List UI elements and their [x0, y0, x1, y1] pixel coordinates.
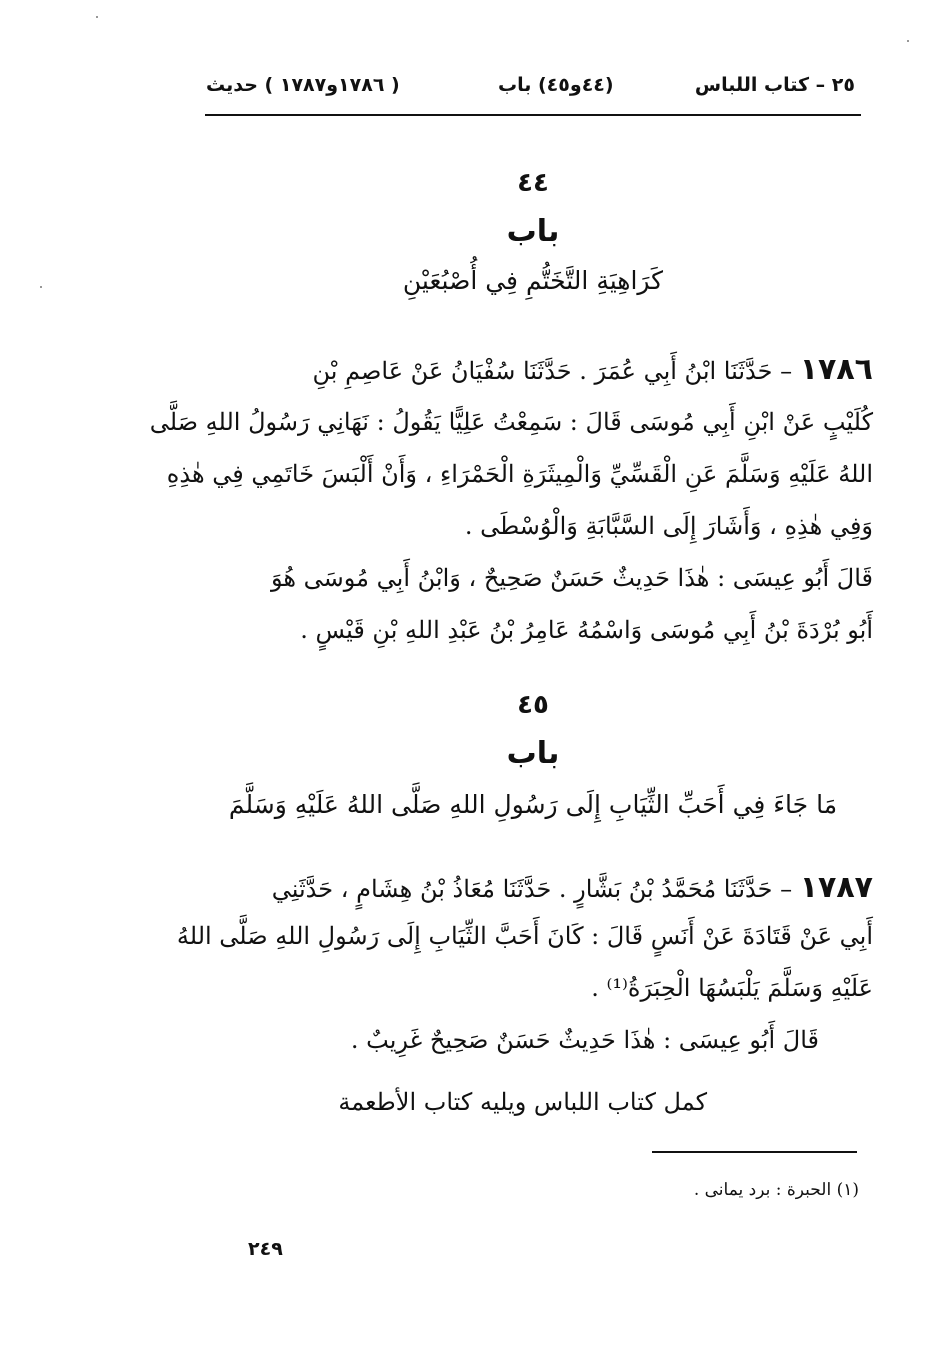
hadith-line: أَبِي عَنْ قَتَادَةَ عَنْ أَنَسٍ قَالَ : كَانَ أَحَبَّ الثِّيَابِ إِلَى رَسُولِ اللهِ صَلَّى اللهُ	[176, 922, 873, 950]
scan-speck	[96, 16, 98, 18]
hadith-number: ١٧٨٧	[799, 870, 873, 905]
book-closing-note: كمل كتاب اللباس ويليه كتاب الأطعمة	[338, 1088, 707, 1116]
header-book-title: ٢٥ – كتاب اللباس	[694, 74, 855, 96]
scan-speck	[40, 286, 42, 288]
chapter-title: كَرَاهِيَةِ التَّخَتُّمِ فِي أُصْبُعَيْنِ	[402, 266, 664, 295]
header-chapter-range: (٤٤و٤٥) باب	[498, 74, 614, 96]
chapter-title: مَا جَاءَ فِي أَحَبِّ الثِّيَابِ إِلَى رَسُولِ اللهِ صَلَّى اللهُ عَلَيْهِ وَسَلَّمَ	[228, 790, 838, 819]
header-divider	[205, 114, 861, 116]
commentary-line: قَالَ أَبُو عِيسَى : هٰذَا حَدِيثٌ حَسَنٌ صَحِيحٌ غَرِيبٌ .	[350, 1026, 819, 1054]
hadith-text: – حَدَّثَنَا مُحَمَّدُ بْنُ بَشَّارٍ . حَدَّثَنَا مُعَاذُ بْنُ هِشَامٍ ، حَدَّثَنِي	[271, 875, 793, 903]
hadith-line: عَلَيْهِ وَسَلَّمَ يَلْبَسُهَا الْحِبَرَةُ⁽¹⁾ .	[591, 974, 873, 1002]
header-hadith-range: ( ١٧٨٦و١٧٨٧ ) حديث	[206, 74, 400, 96]
page-number: ٢٤٩	[248, 1238, 283, 1260]
chapter-number: ٤٤	[517, 168, 549, 198]
chapter-bab-label: باب	[506, 214, 560, 249]
hadith-line: كُلَيْبٍ عَنْ ابْنِ أَبِي مُوسَى قَالَ : سَمِعْتُ عَلِيًّا يَقُولُ : نَهَانِي رَسُولُ اللهِ صَلَّى	[149, 408, 873, 436]
hadith-line: وَفِي هٰذِهِ ، وَأَشَارَ إِلَى السَّبَّابَةِ وَالْوُسْطَى .	[464, 512, 873, 540]
footnote-divider	[652, 1151, 857, 1153]
hadith-line	[312, 352, 873, 387]
scan-speck	[907, 40, 909, 42]
chapter-number: ٤٥	[517, 690, 549, 720]
hadith-number: ١٧٨٦	[799, 352, 873, 387]
hadith-line	[272, 870, 873, 905]
commentary-line: قَالَ أَبُو عِيسَى : هٰذَا حَدِيثٌ حَسَنٌ صَحِيحٌ ، وَابْنُ أَبِي مُوسَى هُوَ	[270, 564, 873, 592]
hadith-text: – حَدَّثَنَا ابْنُ أَبِي عُمَرَ . حَدَّثَنَا سُفْيَانُ عَنْ عَاصِمِ بْنِ	[312, 357, 793, 385]
footnote: (١) الحبرة : برد يمانى .	[693, 1180, 859, 1200]
hadith-line: اللهُ عَلَيْهِ وَسَلَّمَ عَنِ الْقَسِّيِّ وَالْمِيثَرَةِ الْحَمْرَاءِ ، وَأَنْ أَلْبَسَ خَاتَمِي فِي هٰذِهِ	[166, 460, 873, 488]
chapter-bab-label: باب	[506, 736, 560, 771]
commentary-line: أَبُو بُرْدَةَ بْنُ أَبِي مُوسَى وَاسْمُهُ عَامِرُ بْنُ عَبْدِ اللهِ بْنِ قَيْسٍ .	[300, 616, 873, 644]
